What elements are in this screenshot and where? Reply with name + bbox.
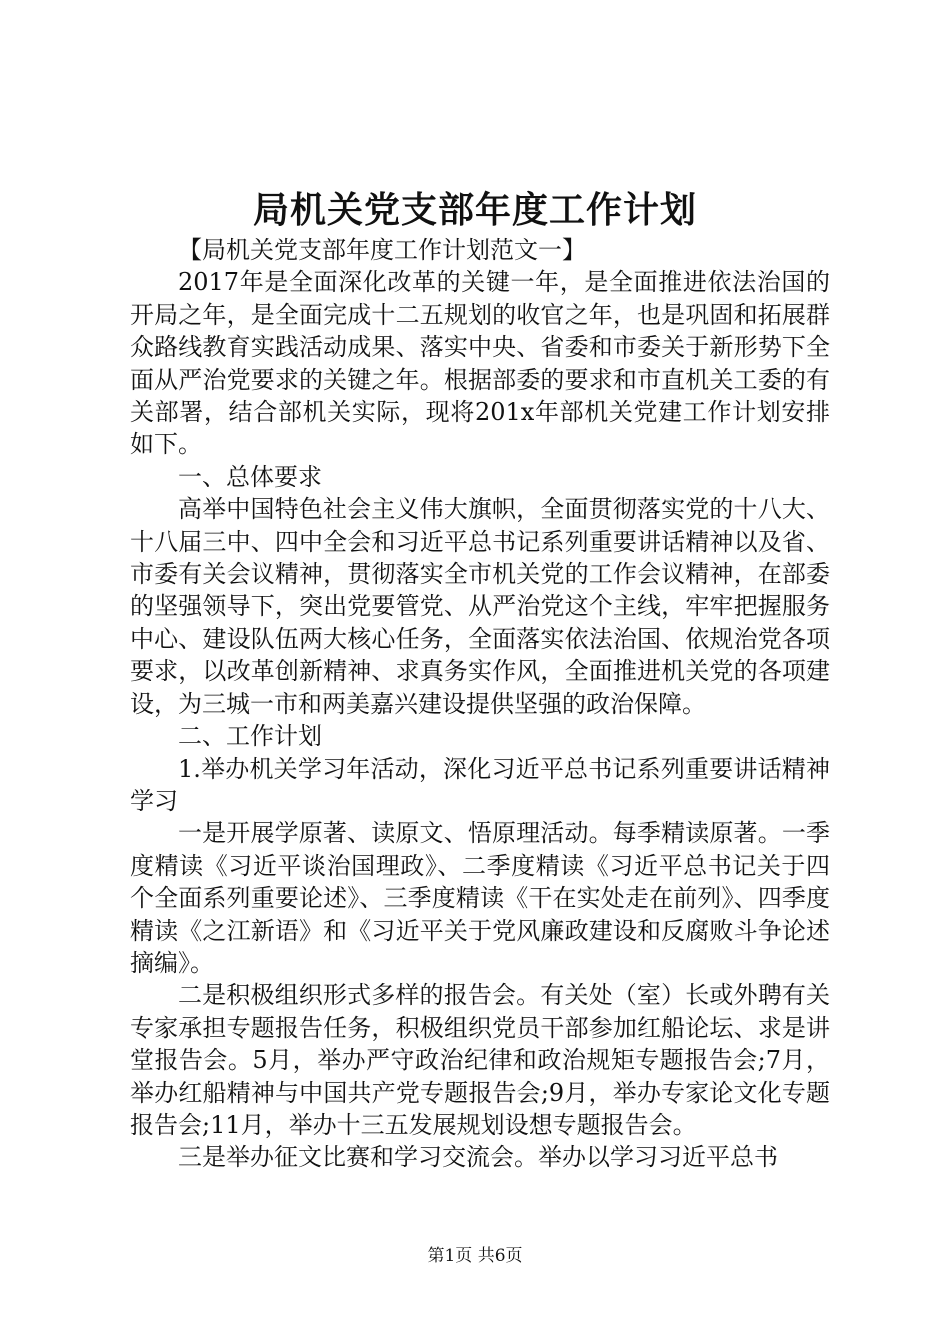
heading-work-plan: 二、工作计划 — [178, 722, 322, 751]
paragraph-essay-contest: 三是举办征文比赛和学习交流会。举办以学习习近平总书 — [178, 1143, 778, 1172]
work-plan-item-1: 1.举办机关学习年活动，深化习近平总书记系列重要讲话精神学习 — [130, 754, 830, 815]
document-title: 局机关党支部年度工作计划 — [252, 189, 697, 231]
document-body — [130, 234, 830, 1174]
overall-requirements-paragraph: 高举中国特色社会主义伟大旗帜，全面贯彻落实党的十八大、十八届三中、四中全会和习近平总书记系列重要讲话精神以及省、市委有关会议精神，贯彻落实全市机关党的工作会议精神，在部委的坚强领导下，突出党要管党、从严治党这个主线，牢牢把握服务中心、建设队伍两大核心任务，全面落实依法治国、依规治党各项要求，以改革创新精神、求真务实作风，全面推进机关党的各项建设，为三城一市和两美嘉兴建设提供坚强的政治保障。 — [130, 495, 830, 718]
heading-overall-requirements: 一、总体要求 — [178, 462, 322, 491]
paragraph-report-meetings: 二是积极组织形式多样的报告会。有关处（室）长或外聘有关专家承担专题报告任务，积极组织党员干部参加红船论坛、求是讲堂报告会。5月，举办严守政治纪律和政治规矩专题报告会;7月，举办红船精神与中国共产党专题报告会;9月，举办专家论文化专题报告会;11月，举办十三五发展规划设想专题报告会。 — [130, 981, 830, 1139]
intro-paragraph: 2017年是全面深化改革的关键一年，是全面推进依法治国的开局之年，是全面完成十二五规划的收官之年，也是巩固和拓展群众路线教育实践活动成果、落实中央、省委和市委关于新形势下全面从严治党要求的关键之年。根据部委的要求和市直机关工委的有关部署，结合部机关实际，现将201x年部机关党建工作计划安排如下。 — [130, 268, 830, 459]
section-heading-sample-one: 【局机关党支部年度工作计划范文一】 — [178, 236, 586, 264]
paragraph-study-originals: 一是开展学原著、读原文、悟原理活动。每季精读原著。一季度精读《习近平谈治国理政》、二季度精读《习近平总书记关于四个全面系列重要论述》、三季度精读《干在实处走在前列》、四季度精读《之江新语》和《习近平关于党风廉政建设和反腐败斗争论述摘编》。 — [130, 819, 830, 977]
page-footer: 第1页 共6页 — [427, 1246, 523, 1266]
